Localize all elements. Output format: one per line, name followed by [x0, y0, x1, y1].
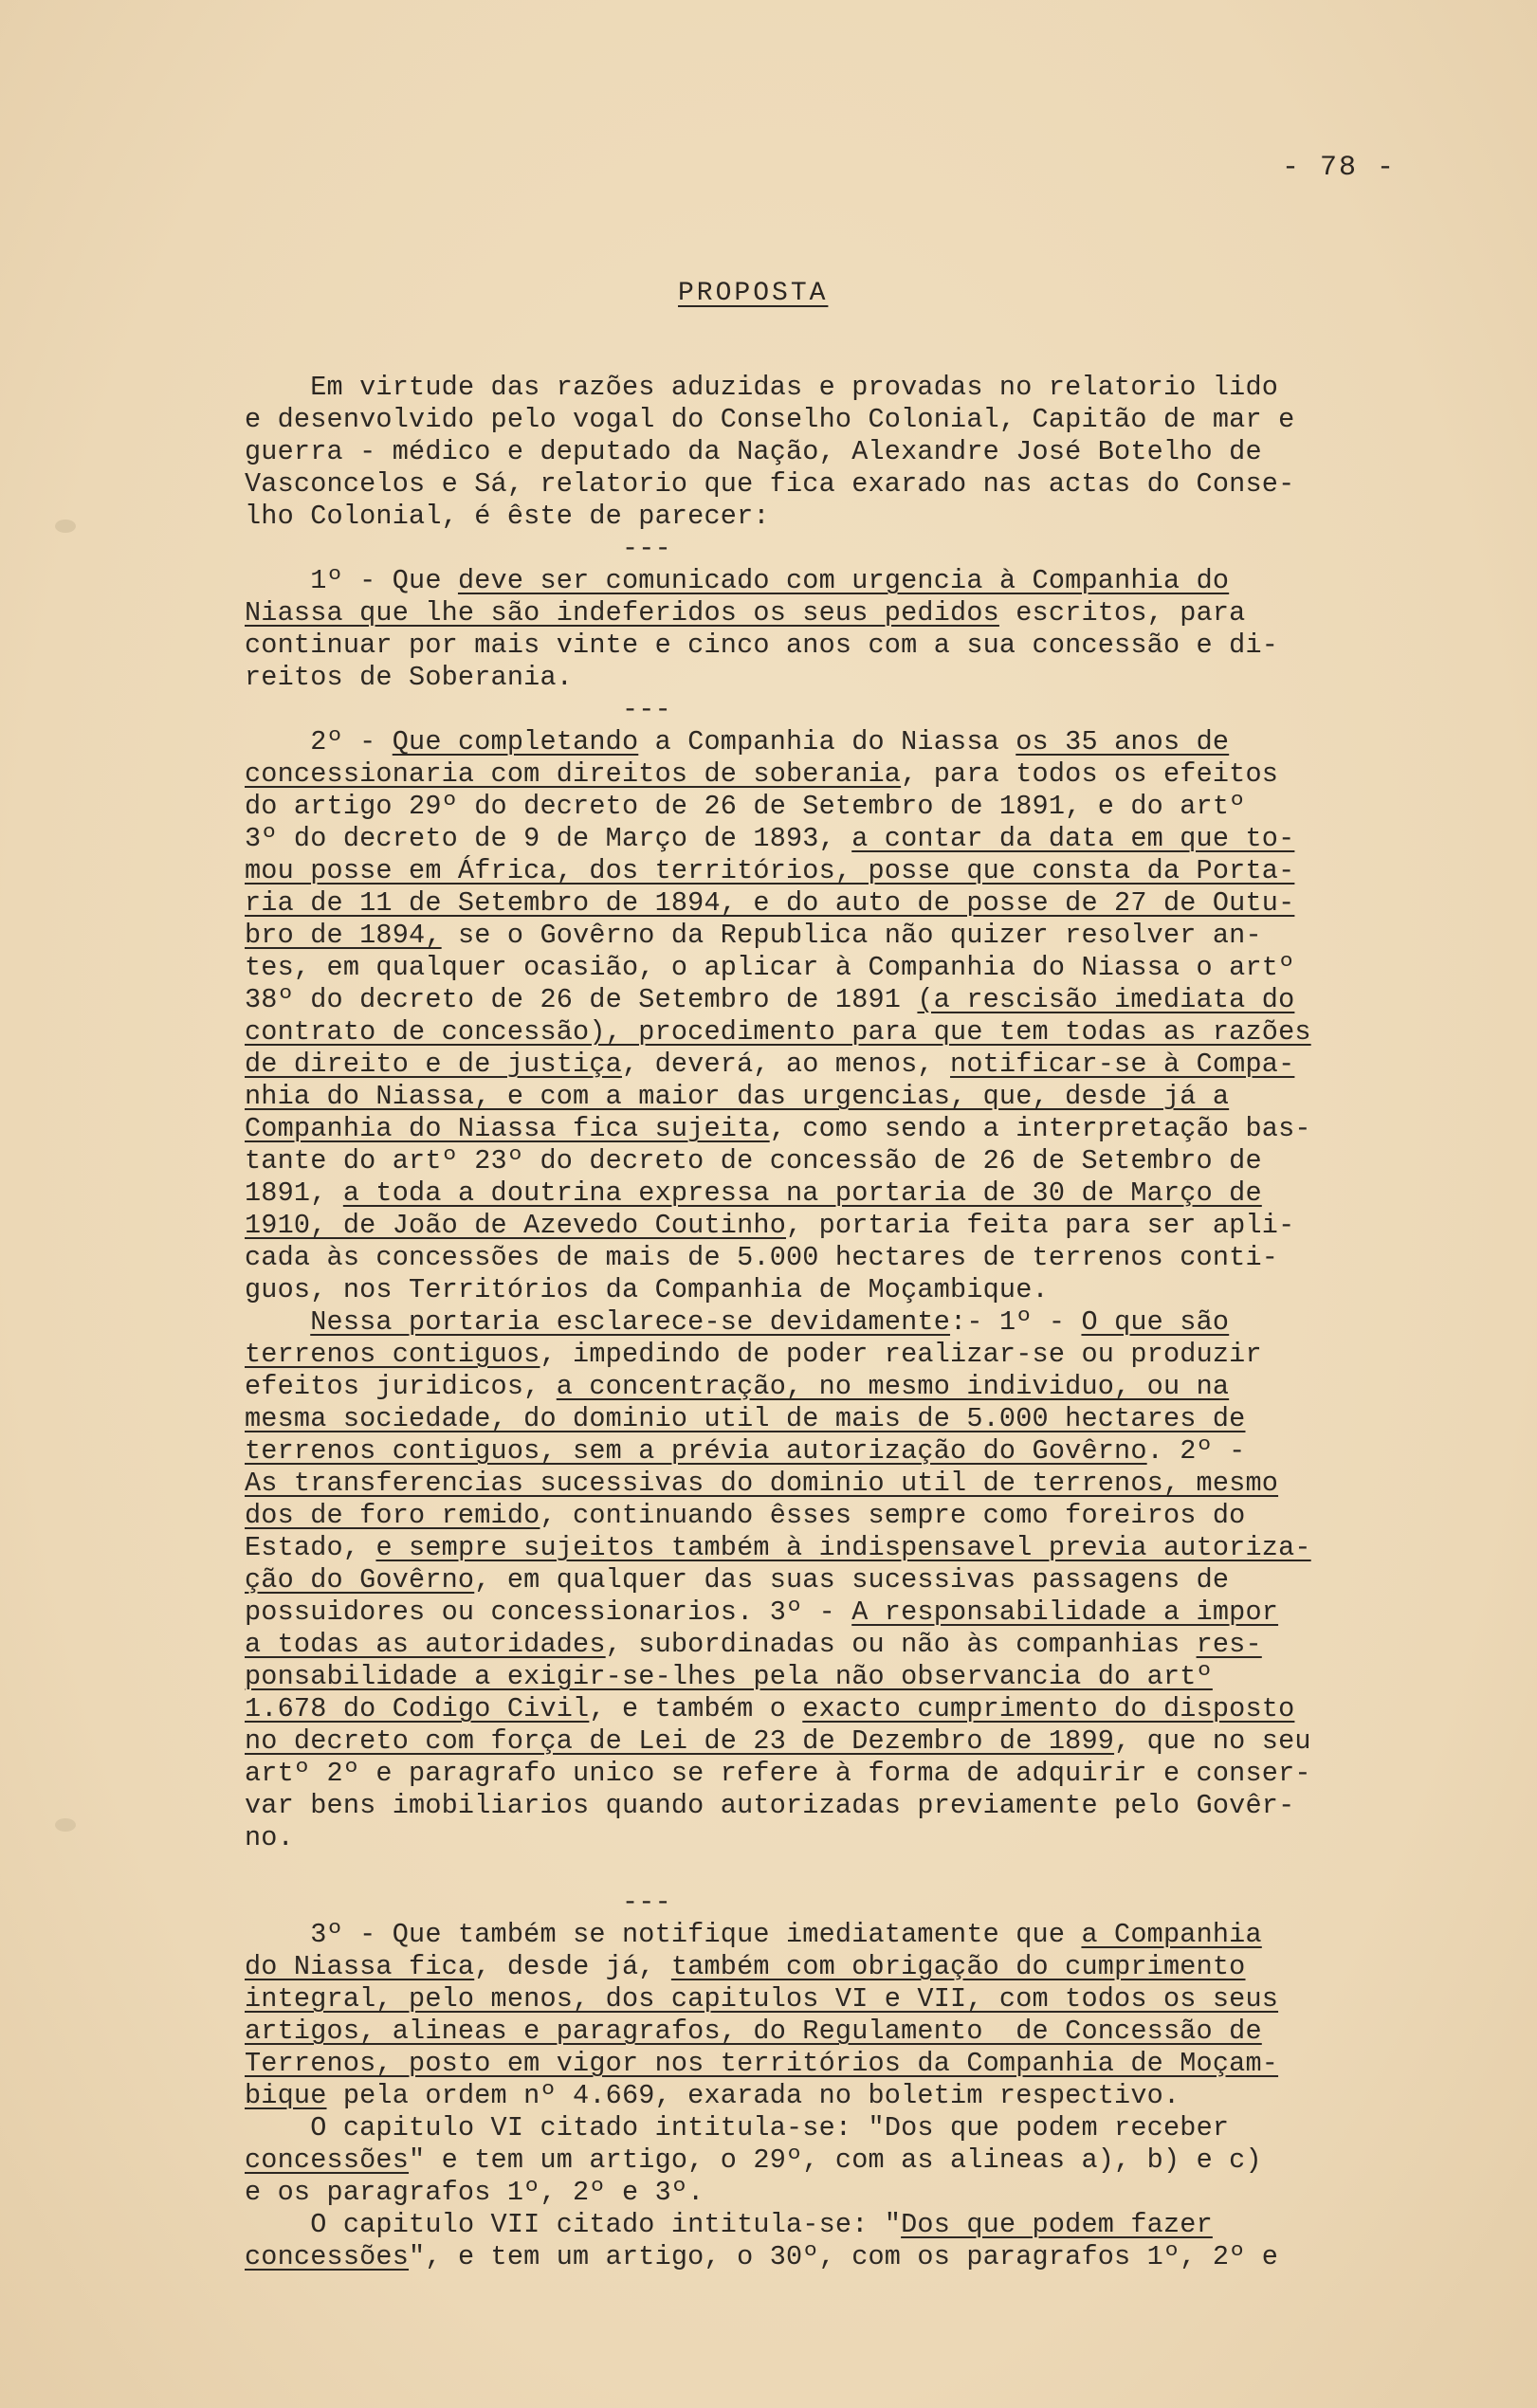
text-segment: ---: [621, 1887, 671, 1918]
text-line: [245, 1951, 1477, 1983]
text-line: [245, 565, 1477, 597]
text-line: [245, 1210, 1477, 1242]
underlined-text: As transferencias sucessivas do dominio util de terrenos, mesmo: [245, 1468, 1279, 1499]
text-line: [245, 597, 1477, 629]
text-segment: possuidores ou concessionarios. 3º -: [245, 1596, 852, 1628]
text-segment: tes, em qualquer ocasião, o aplicar à Companhia do Niassa o artº: [245, 952, 1295, 983]
underlined-text: 1910, de João de Azevedo Coutinho: [245, 1210, 786, 1241]
text-line: [245, 1661, 1477, 1693]
text-segment: , continuando êsses sempre como foreiros do: [540, 1500, 1246, 1531]
text-line: [245, 1822, 1477, 1854]
underlined-text: ponsabilidade a exigir-se-lhes pela não observancia do artº: [245, 1661, 1213, 1692]
underlined-text: 1.678 do Codigo Civil: [245, 1693, 590, 1724]
underlined-text: Nessa portaria esclarece-se devidamente: [310, 1306, 951, 1338]
text-segment: , para todos os efeitos: [901, 758, 1279, 790]
text-segment: reitos de Soberania.: [245, 662, 574, 693]
text-segment: escritos, para: [998, 597, 1246, 629]
underlined-text: também com obrigação do cumprimento: [670, 1951, 1246, 1982]
text-segment: 1891,: [245, 1177, 343, 1209]
underlined-text: terrenos contiguos: [245, 1339, 540, 1370]
text-segment: , e também o: [589, 1693, 803, 1724]
punch-hole-mark: [55, 1818, 76, 1832]
underlined-text: os 35 anos de: [1016, 726, 1230, 757]
text-line: [245, 372, 1477, 404]
text-segment: , como sendo a interpretação bas-: [769, 1113, 1311, 1144]
document-title: PROPOSTA: [678, 279, 829, 308]
text-line: [245, 1693, 1477, 1725]
text-line: [245, 1403, 1477, 1435]
text-segment: . 2º -: [1146, 1435, 1246, 1467]
underlined-text: a concentração, no mesmo individuo, ou na: [556, 1371, 1230, 1402]
underlined-text: mesma sociedade, do dominio util de mais de 5.000 hectares de: [245, 1403, 1246, 1434]
text-segment: pela ordem nº 4.669, exarada no boletim respectivo.: [326, 2080, 1180, 2111]
text-line: [245, 1629, 1477, 1661]
underlined-text: a Companhia: [1081, 1919, 1262, 1950]
underlined-text: a toda a doutrina expressa na portaria de 30 de Março de: [342, 1177, 1262, 1209]
text-line: [245, 1274, 1477, 1306]
underlined-text: notificar-se à Compa-: [950, 1049, 1295, 1080]
text-line: [245, 2209, 1477, 2241]
underlined-text: res-: [1196, 1629, 1262, 1660]
text-line: [245, 1919, 1477, 1951]
underlined-text: nhia do Niassa, e com a maior das urgencias, que, desde já a: [245, 1081, 1230, 1112]
text-line: [245, 791, 1477, 823]
underlined-text: ção do Govêrno: [245, 1564, 475, 1596]
underlined-text: contrato de concessão), procedimento para que tem todas as razões: [245, 1016, 1311, 1048]
text-segment: ---: [621, 694, 671, 725]
underlined-text: e sempre sujeitos também à indispensavel previa autoriza-: [375, 1532, 1311, 1563]
text-line: [245, 1758, 1477, 1790]
text-segment: tante do artº 23º do decreto de concessão de 26 de Setembro de: [245, 1145, 1262, 1177]
text-segment: , subordinadas ou não às companhias: [605, 1629, 1197, 1660]
text-segment: no.: [245, 1822, 294, 1853]
text-segment: e desenvolvido pelo vogal do Conselho Colonial, Capitão de mar e: [245, 404, 1295, 435]
text-segment: cada às concessões de mais de 5.000 hectares de terrenos conti-: [245, 1242, 1279, 1273]
underlined-text: Companhia do Niassa fica sujeita: [245, 1113, 770, 1144]
text-segment: O capitulo VII citado intitula-se: ": [310, 2209, 902, 2240]
text-line: [245, 404, 1477, 436]
text-line: [245, 1596, 1477, 1629]
text-segment: do artigo 29º do decreto de 26 de Setembro de 1891, e do artº: [245, 791, 1246, 822]
underlined-text: mou posse em África, dos territórios, posse que consta da Porta-: [245, 855, 1295, 886]
text-line: [245, 855, 1477, 887]
text-segment: 2º -: [310, 726, 393, 757]
text-segment: var bens imobiliarios quando autorizadas previamente pelo Govêr-: [245, 1790, 1295, 1821]
text-segment: Em virtude das razões aduzidas e provadas no relatorio lido: [310, 372, 1279, 403]
text-line: [245, 984, 1477, 1016]
text-segment: efeitos juridicos,: [245, 1371, 557, 1402]
text-segment: lho Colonial, é êste de parecer:: [245, 501, 770, 532]
underlined-text: ria de 11 de Setembro de 1894, e do auto de posse de 27 de Outu-: [245, 887, 1295, 919]
text-segment: ---: [621, 533, 671, 564]
text-line: [245, 501, 1477, 533]
text-line: [245, 533, 1477, 565]
underlined-text: de direito e de justiça: [245, 1049, 622, 1080]
text-line: [245, 1564, 1477, 1596]
text-line: [245, 1725, 1477, 1758]
document-body: [245, 372, 1477, 2273]
text-line: [245, 2144, 1477, 2177]
text-segment: guerra - médico e deputado da Nação, Alexandre José Botelho de: [245, 436, 1262, 467]
text-line: [245, 952, 1477, 984]
underlined-text: concessionaria com direitos de soberania: [245, 758, 902, 790]
text-line: [245, 887, 1477, 920]
text-line: [245, 2177, 1477, 2209]
text-line: [245, 1532, 1477, 1564]
underlined-text: terrenos contiguos, sem a prévia autorização do Govêrno: [245, 1435, 1147, 1467]
text-segment: ", e tem um artigo, o 30º, com os paragrafos 1º, 2º e: [409, 2241, 1279, 2272]
text-line: [245, 1049, 1477, 1081]
text-line: [245, 1339, 1477, 1371]
text-line: [245, 1306, 1477, 1339]
underlined-text: Niassa que lhe são indeferidos os seus pedidos: [245, 597, 999, 629]
text-line: [245, 1016, 1477, 1049]
underlined-text: Que completando: [392, 726, 639, 757]
underlined-text: exacto cumprimento do disposto: [802, 1693, 1295, 1724]
underlined-text: dos de foro remido: [245, 1500, 540, 1531]
text-line: [245, 1113, 1477, 1145]
text-line: [245, 2241, 1477, 2273]
text-line: [245, 662, 1477, 694]
punch-hole-mark: [55, 520, 76, 533]
text-segment: continuar por mais vinte e cinco anos com a sua concessão e di-: [245, 629, 1279, 661]
underlined-text: A responsabilidade a impor: [851, 1596, 1279, 1628]
text-line: [245, 468, 1477, 501]
underlined-text: bro de 1894,: [245, 920, 442, 951]
underlined-text: (a rescisão imediata do: [917, 984, 1295, 1015]
text-segment: 3º do decreto de 9 de Março de 1893,: [245, 823, 852, 854]
text-line: [245, 1790, 1477, 1822]
text-line: [245, 2112, 1477, 2144]
underlined-text: O que são: [1081, 1306, 1230, 1338]
text-segment: 1º - Que: [310, 565, 458, 596]
underlined-text: artigos, alineas e paragrafos, do Regulamento de Concessão de: [245, 2016, 1262, 2047]
text-line: [245, 1145, 1477, 1177]
underlined-text: do Niassa fica: [245, 1951, 475, 1982]
text-line: [245, 436, 1477, 468]
text-line: [245, 1371, 1477, 1403]
text-line: [245, 1177, 1477, 1210]
text-segment: 3º - Que também se notifique imediatamente que: [310, 1919, 1082, 1950]
text-line: [245, 823, 1477, 855]
text-segment: , em qualquer das suas sucessivas passagens de: [474, 1564, 1230, 1596]
underlined-text: Terrenos, posto em vigor nos territórios da Companhia de Moçam-: [245, 2048, 1279, 2079]
text-line: [245, 1242, 1477, 1274]
text-segment: , portaria feita para ser apli-: [786, 1210, 1295, 1241]
text-segment: a Companhia do Niassa: [638, 726, 1016, 757]
text-segment: e os paragrafos 1º, 2º e 3º.: [245, 2177, 704, 2208]
text-line: [245, 629, 1477, 662]
underlined-text: concessões: [245, 2144, 410, 2176]
text-line: [245, 1468, 1477, 1500]
underlined-text: Dos que podem fazer: [901, 2209, 1213, 2240]
text-segment: guos, nos Territórios da Companhia de Moçambique.: [245, 1274, 1049, 1305]
text-segment: O capitulo VI citado intitula-se: "Dos que podem receber: [310, 2112, 1230, 2143]
text-line: [245, 694, 1477, 726]
text-segment: , impedindo de poder realizar-se ou produzir: [540, 1339, 1262, 1370]
underlined-text: a todas as autoridades: [245, 1629, 606, 1660]
text-line: [245, 2016, 1477, 2048]
text-line: [245, 1081, 1477, 1113]
text-segment: Vasconcelos e Sá, relatorio que fica exarado nas actas do Conse-: [245, 468, 1295, 500]
text-segment: " e tem um artigo, o 29º, com as alineas a), b) e c): [409, 2144, 1262, 2176]
text-segment: 38º do decreto de 26 de Setembro de 1891: [245, 984, 918, 1015]
text-line: [245, 1983, 1477, 2016]
text-line: [245, 920, 1477, 952]
page-number: - 78 -: [1282, 152, 1397, 184]
underlined-text: a contar da data em que to-: [851, 823, 1295, 854]
text-segment: se o Govêrno da Republica não quizer resolver an-: [441, 920, 1262, 951]
text-segment: , deverá, ao menos,: [621, 1049, 951, 1080]
underlined-text: no decreto com força de Lei de 23 de Dezembro de 1899: [245, 1725, 1115, 1757]
text-segment: :- 1º -: [950, 1306, 1082, 1338]
text-segment: artº 2º e paragrafo unico se refere à forma de adquirir e conser-: [245, 1758, 1311, 1789]
text-segment: , que no seu: [1114, 1725, 1311, 1757]
text-line: [245, 2048, 1477, 2080]
text-line: [245, 758, 1477, 791]
text-segment: Estado,: [245, 1532, 376, 1563]
text-line: [245, 2080, 1477, 2112]
underlined-text: bique: [245, 2080, 327, 2111]
text-line: [245, 726, 1477, 758]
underlined-text: integral, pelo menos, dos capitulos VI e VII, com todos os seus: [245, 1983, 1279, 2015]
text-line: [245, 1500, 1477, 1532]
text-line: [245, 1435, 1477, 1468]
text-segment: , desde já,: [474, 1951, 671, 1982]
underlined-text: concessões: [245, 2241, 410, 2272]
text-line: [245, 1887, 1477, 1919]
underlined-text: deve ser comunicado com urgencia à Companhia do: [457, 565, 1230, 596]
paragraph-gap: [245, 1854, 1477, 1887]
